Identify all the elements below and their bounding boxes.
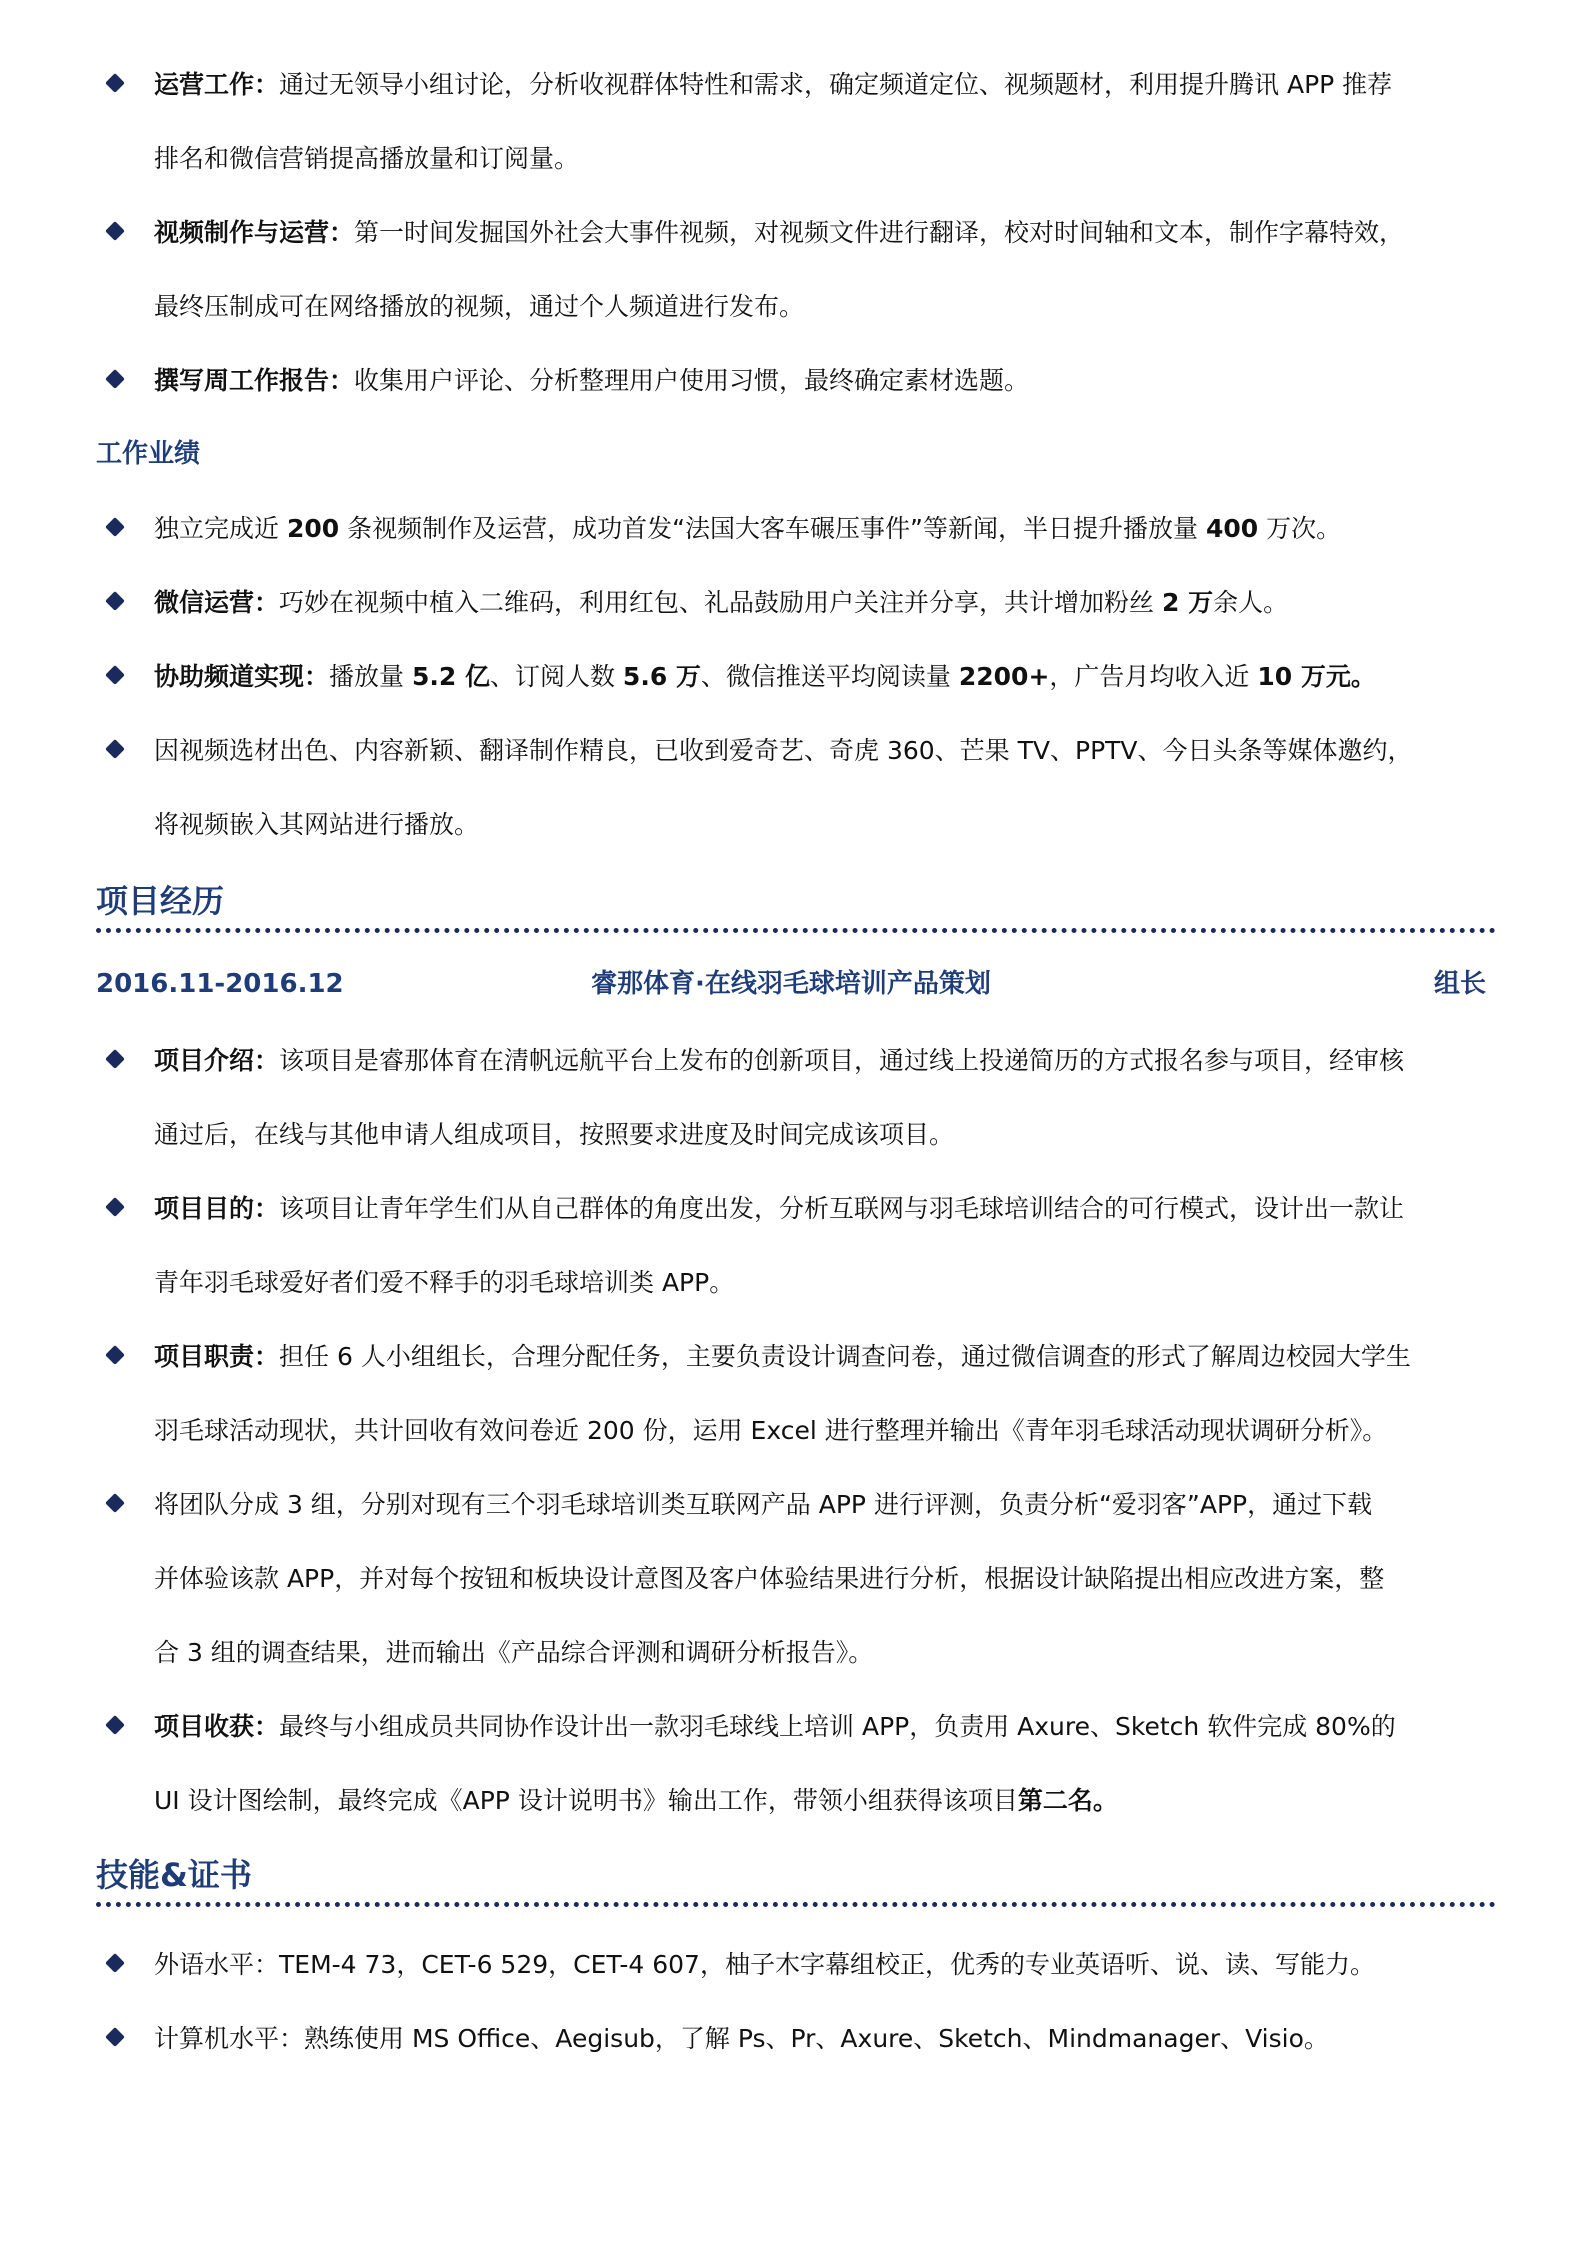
item-text: 第一时间发掘国外社会大事件视频，对视频文件进行翻译，校对时间轴和文本，制作字幕特效， bbox=[354, 218, 1405, 247]
project-item bbox=[98, 1024, 1498, 1172]
item-text: 巧妙在视频中植入二维码，利用红包、礼品鼓励用户关注并分享，共计增加粉丝 bbox=[279, 588, 1162, 617]
highlight-value: 第二名。 bbox=[1017, 1786, 1118, 1815]
project-item bbox=[98, 1172, 1498, 1320]
achievement-item bbox=[98, 566, 1498, 640]
item-text: 合 3 组的调查结果，进而输出《产品综合评测和调研分析报告》。 bbox=[154, 1638, 874, 1667]
item-text: UI 设计图绘制，最终完成《APP 设计说明书》输出工作，带领小组获得该项目 bbox=[154, 1786, 1018, 1815]
projects-section-title: 项目经历 bbox=[96, 882, 225, 920]
achievements-title: 工作业绩 bbox=[96, 439, 201, 469]
project-date: 2016.11-2016.12 bbox=[96, 969, 344, 999]
skills-section-title: 技能&证书 bbox=[96, 1856, 252, 1894]
highlight-value: 200 bbox=[286, 514, 340, 543]
project-item bbox=[98, 1468, 1498, 1690]
section-divider bbox=[96, 928, 1496, 933]
achievement-item bbox=[98, 640, 1498, 714]
work-item bbox=[98, 196, 1498, 344]
item-text: 条视频制作及运营，成功首发“法国大客车碾压事件”等新闻，半日提升播放量 bbox=[339, 514, 1206, 543]
achievement-item bbox=[98, 714, 1498, 862]
item-text: 该项目让青年学生们从自己群体的角度出发，分析互联网与羽毛球培训结合的可行模式，设计出一款让 bbox=[279, 1194, 1405, 1223]
item-label: 微信运营： bbox=[154, 588, 280, 617]
achievement-item bbox=[98, 492, 1498, 566]
item-text: 外语水平：TEM-4 73，CET-6 529，CET-4 607，柚子木字幕组校正，优秀的专业英语听、说、读、写能力。 bbox=[154, 1950, 1375, 1979]
item-label: 项目职责： bbox=[154, 1342, 280, 1371]
item-text: 将视频嵌入其网站进行播放。 bbox=[154, 810, 480, 839]
item-label: 项目目的： bbox=[154, 1194, 280, 1223]
work-item bbox=[98, 344, 1498, 418]
item-label: 撰写周工作报告： bbox=[154, 366, 355, 395]
project-role: 组长 bbox=[1433, 969, 1486, 999]
project-name: 睿那体育·在线羽毛球培训产品策划 bbox=[591, 969, 991, 999]
highlight-value: 2 万 bbox=[1161, 588, 1214, 617]
section-divider bbox=[96, 1902, 1496, 1907]
item-text: 最终与小组成员共同协作设计出一款羽毛球线上培训 APP，负责用 Axure、Sketch 软件完成 80%的 bbox=[279, 1712, 1396, 1741]
highlight-value: 2200+ bbox=[958, 662, 1050, 691]
item-label: 协助频道实现： bbox=[154, 662, 330, 691]
item-text: 、订阅人数 bbox=[489, 662, 623, 691]
item-text: 独立完成近 bbox=[154, 514, 287, 543]
highlight-value: 5.2 亿 bbox=[411, 662, 490, 691]
item-text: 通过后，在线与其他申请人组成项目，按照要求进度及时间完成该项目。 bbox=[154, 1120, 955, 1149]
item-label: 运营工作： bbox=[154, 70, 280, 99]
item-text: 该项目是睿那体育在清帆远航平台上发布的创新项目，通过线上投递简历的方式报名参与项目，经审核 bbox=[279, 1046, 1405, 1075]
item-text: 担任 6 人小组组长，合理分配任务，主要负责设计调查问卷，通过微信调查的形式了解周边校园大学生 bbox=[279, 1342, 1411, 1371]
item-label: 项目收获： bbox=[154, 1712, 280, 1741]
project-item bbox=[98, 1320, 1498, 1468]
highlight-value: 5.6 万 bbox=[622, 662, 701, 691]
highlight-value: 400 bbox=[1205, 514, 1259, 543]
item-label: 项目介绍： bbox=[154, 1046, 280, 1075]
item-text: 并体验该款 APP，并对每个按钮和板块设计意图及客户体验结果进行分析，根据设计缺陷提出相应改进方案，整 bbox=[154, 1564, 1385, 1593]
highlight-value: 10 万元。 bbox=[1257, 662, 1376, 691]
item-text: 排名和微信营销提高播放量和订阅量。 bbox=[154, 144, 580, 173]
item-text: ，广告月均收入近 bbox=[1049, 662, 1258, 691]
item-text: 羽毛球活动现状，共计回收有效问卷近 200 份，运用 Excel 进行整理并输出《青年羽毛球活动现状调研分析》。 bbox=[154, 1416, 1388, 1445]
item-text: 收集用户评论、分析整理用户使用习惯，最终确定素材选题。 bbox=[354, 366, 1030, 395]
item-text: 因视频选材出色、内容新颖、翻译制作精良，已收到爱奇艺、奇虎 360、芒果 TV、PPTV、今日头条等媒体邀约， bbox=[154, 736, 1413, 765]
project-item bbox=[98, 1690, 1498, 1838]
item-text: 通过无领导小组讨论，分析收视群体特性和需求，确定频道定位、视频题材，利用提升腾讯 APP 推荐 bbox=[279, 70, 1393, 99]
item-text: 计算机水平：熟练使用 MS Office、Aegisub，了解 Ps、Pr、Axure、Sketch、Mindmanager、Visio。 bbox=[154, 2024, 1329, 2053]
work-item bbox=[98, 48, 1498, 196]
item-text: 播放量 bbox=[329, 662, 412, 691]
item-text: 、微信推送平均阅读量 bbox=[700, 662, 959, 691]
item-text: 余人。 bbox=[1213, 588, 1289, 617]
item-text: 青年羽毛球爱好者们爱不释手的羽毛球培训类 APP。 bbox=[154, 1268, 735, 1297]
project-header bbox=[96, 962, 1486, 1006]
skill-item bbox=[98, 2002, 1498, 2076]
item-label: 视频制作与运营： bbox=[154, 218, 355, 247]
skill-item bbox=[98, 1928, 1498, 2002]
item-text: 将团队分成 3 组，分别对现有三个羽毛球培训类互联网产品 APP 进行评测，负责分析“爱羽客”APP，通过下载 bbox=[154, 1490, 1373, 1519]
item-text: 万次。 bbox=[1258, 514, 1342, 543]
item-text: 最终压制成可在网络播放的视频，通过个人频道进行发布。 bbox=[154, 292, 805, 321]
